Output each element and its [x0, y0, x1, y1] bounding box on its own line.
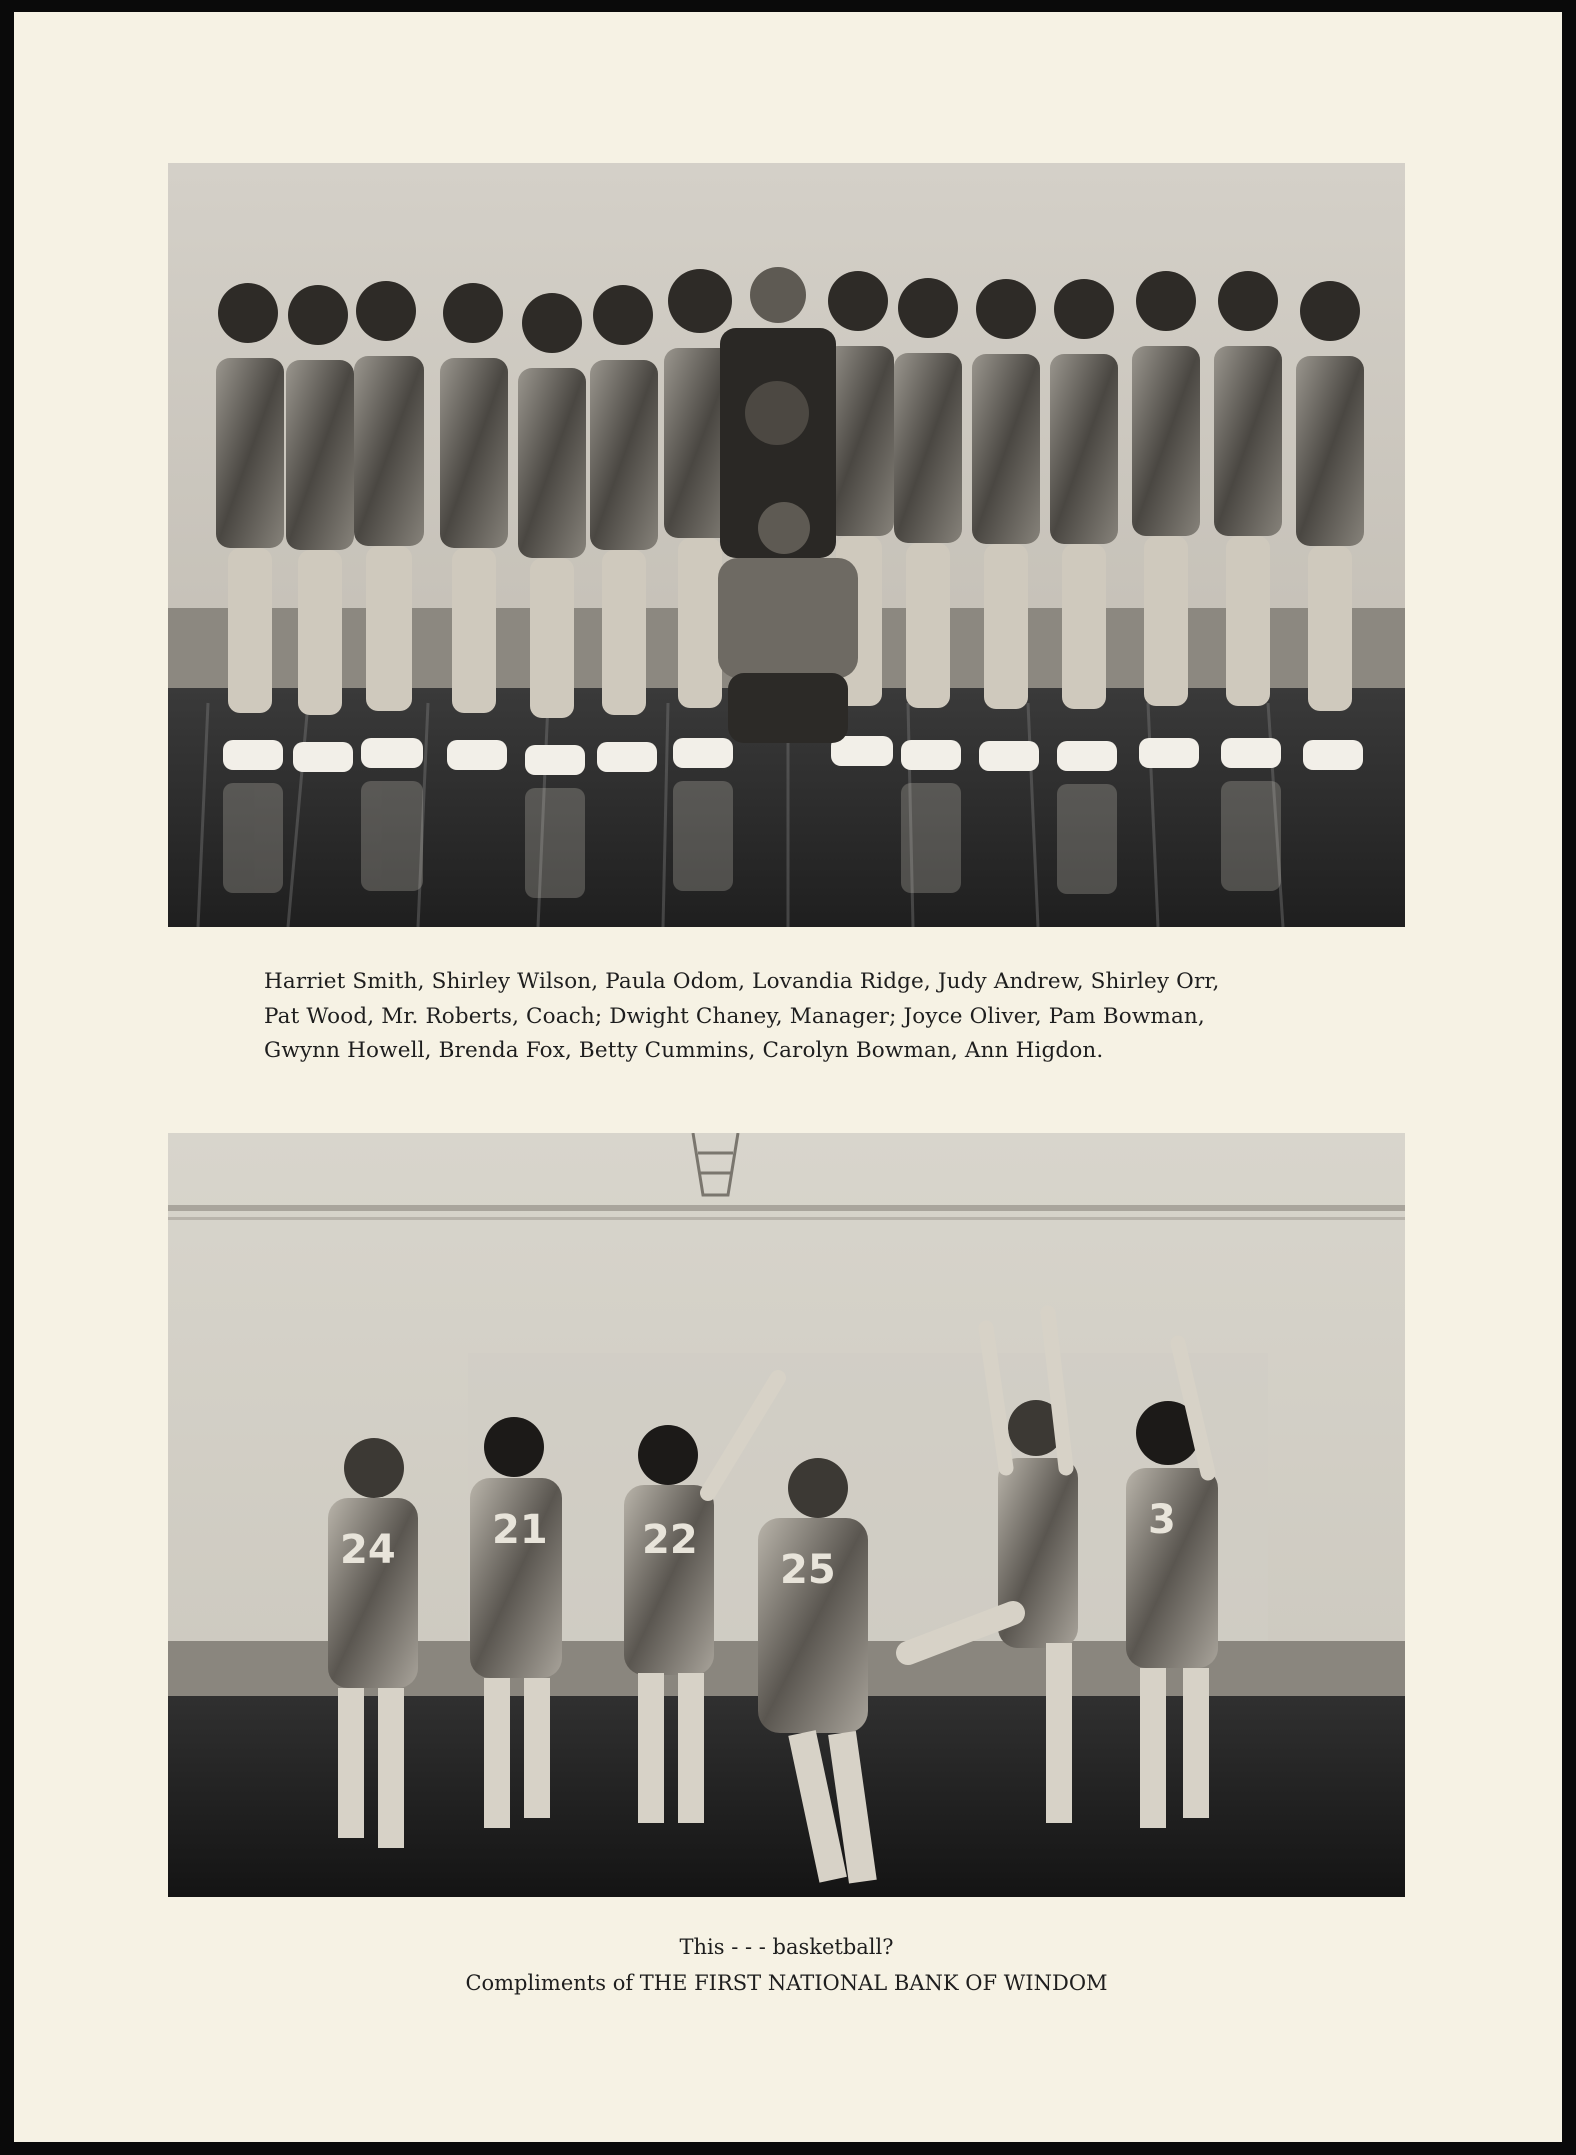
- team-photo-image: [168, 163, 1405, 927]
- jersey-number-25: 25: [780, 1547, 836, 1593]
- action-photo: [168, 1133, 1405, 1897]
- team-roster-caption: [264, 965, 1364, 1069]
- yearbook-page: [14, 12, 1562, 2142]
- jersey-number-24: 24: [340, 1527, 396, 1573]
- action-photo-caption: [168, 1929, 1405, 2001]
- caption-line: Harriet Smith, Shirley Wilson, Paula Odom, Lovandia Ridge, Judy Andrew, Shirley Orr,: [264, 969, 1220, 994]
- caption-question: This - - - basketball?: [679, 1935, 894, 1959]
- action-photo-image: [168, 1133, 1405, 1897]
- team-photo: [168, 163, 1405, 927]
- jersey-number-22: 22: [642, 1517, 698, 1563]
- caption-line: Pat Wood, Mr. Roberts, Coach; Dwight Chaney, Manager; Joyce Oliver, Pam Bowman,: [264, 1003, 1205, 1029]
- caption-sponsor: Compliments of THE FIRST NATIONAL BANK OF WINDOM: [465, 1971, 1108, 1995]
- caption-line: Gwynn Howell, Brenda Fox, Betty Cummins, Carolyn Bowman, Ann Higdon.: [264, 1038, 1104, 1063]
- jersey-number-3: 3: [1148, 1497, 1176, 1543]
- jersey-number-21: 21: [492, 1507, 548, 1553]
